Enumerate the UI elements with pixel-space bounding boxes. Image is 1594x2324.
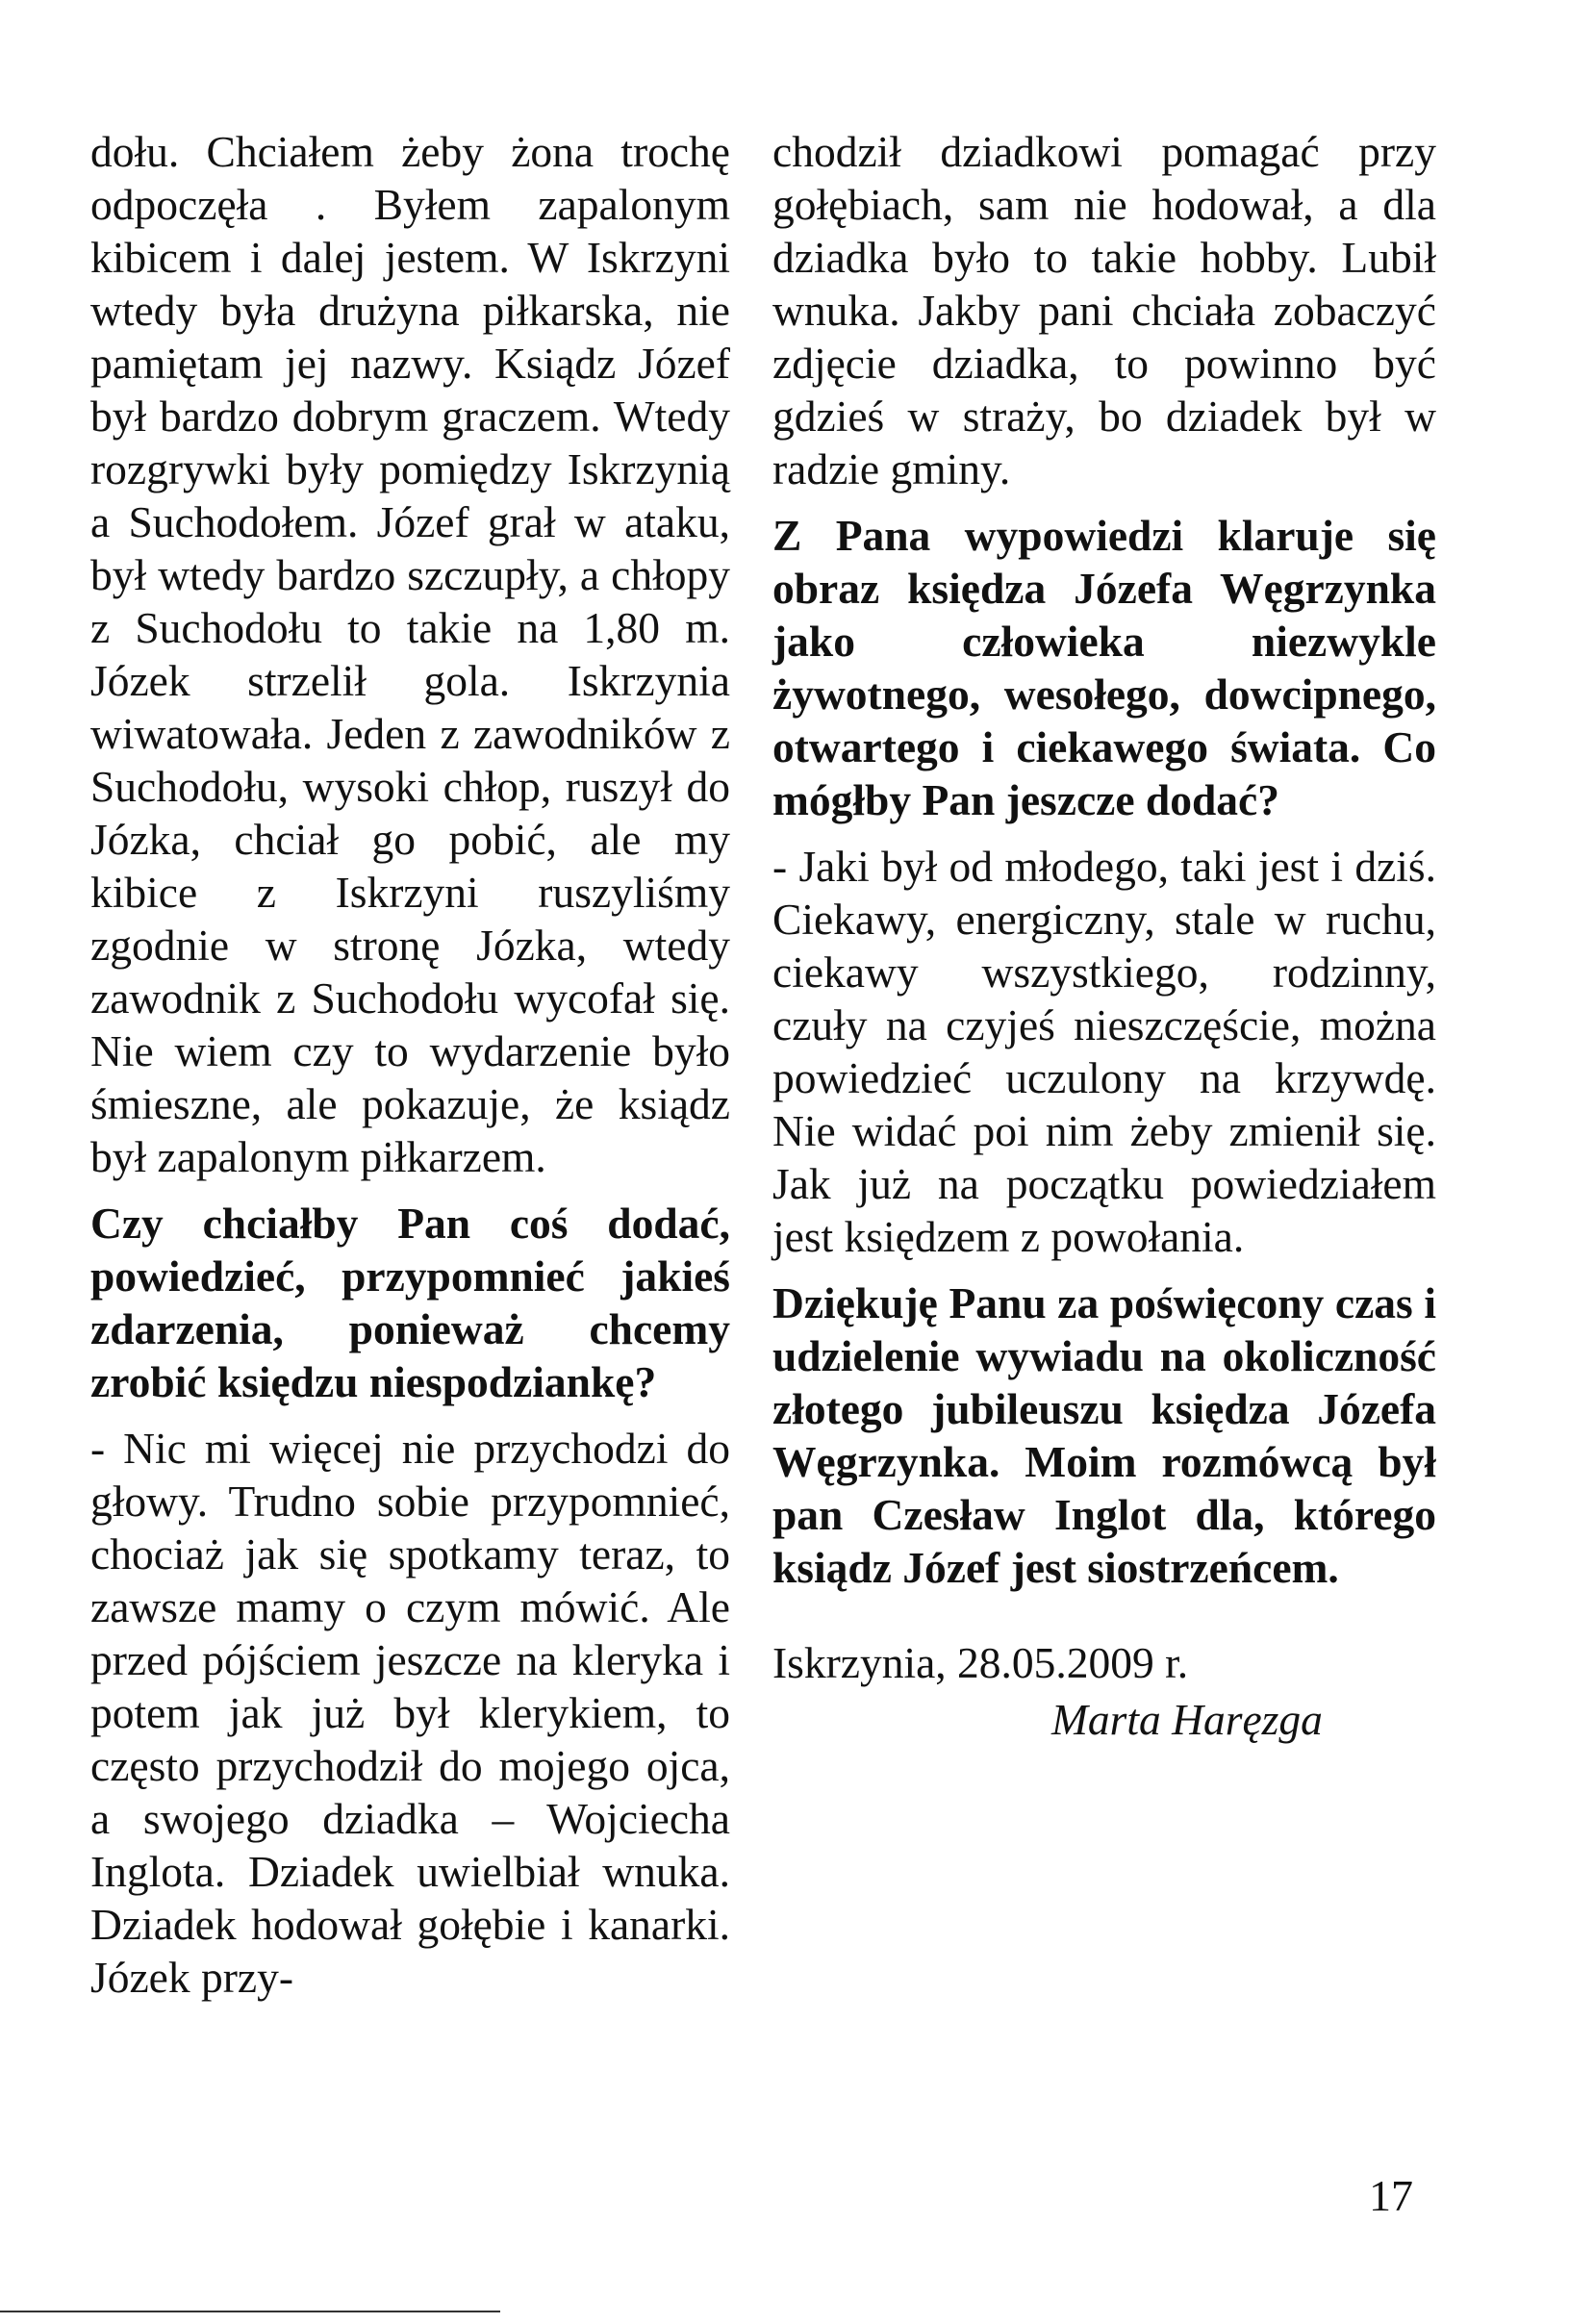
- signature-block: [772, 1636, 1436, 1746]
- bottom-scan-line: [0, 2311, 500, 2312]
- page-number: 17: [1369, 2171, 1413, 2220]
- paragraph-answer-character: - Jaki był od młodego, taki jest i dziś. Ciekawy, energiczny, stale w ruchu, ciekawy wszystkiego, rodzinny, czuły na czyjeś nieszczęście, można powiedzieć uczulony na krzywdę. Nie widać poi nim żeby zmienił się. Jak już na początku powiedziałem jest księdzem z powołania.: [772, 842, 1436, 1261]
- left-column: [90, 125, 730, 2017]
- interview-question-add-something: Czy chciałby Pan coś dodać, powiedzieć, przypomnieć jakieś zdarzenia, ponieważ chcemy zrobić księdzu niespodziankę?: [90, 1199, 730, 1406]
- paragraph-answer-grandfather: - Nic mi więcej nie przychodzi do głowy. Trudno sobie przypomnieć, chociaż jak się spotkamy teraz, to zawsze mamy o czym mówić. Ale przed pójściem jeszcze na kleryka i potem jak już był klerykiem, to często przychodził do mojego ojca, a swojego dziadka – Wojciecha Inglota. Dziadek uwielbiał wnuka. Dziadek hodował gołębie i kanarki. Józek przy-: [90, 1424, 730, 2002]
- paragraph-answer-football: dołu. Chciałem żeby żona trochę odpoczęła . Byłem zapalonym kibicem i dalej jestem. W Iskrzyni wtedy była drużyna piłkarska, nie pamiętam jej nazwy. Ksiądz Józef był bardzo dobrym graczem. Wtedy rozgrywki były pomiędzy Iskrzynią a Suchodołem. Józef grał w ataku, był wtedy bardzo szczupły, a chłopy z Suchodołu to takie na 1,80 m. Józek strzelił gola. Iskrzynia wiwatowała. Jeden z zawodników z Suchodołu, wysoki chłop, ruszył do Józka, chciał go pobić, ale my kibice z Iskrzyni ruszyliśmy zgodnie w stronę Józka, wtedy zawodnik z Suchodołu wycofał się. Nie wiem czy to wydarzenie było śmieszne, ale pokazuje, że ksiądz był zapalonym piłkarzem.: [90, 127, 730, 1181]
- place-and-date: Iskrzynia, 28.05.2009 r.: [772, 1638, 1189, 1687]
- paragraph-answer-pigeons: chodził dziadkowi pomagać przy gołębiach, sam nie hodował, a dla dziadka było to takie hobby. Lubił wnuka. Jakby pani chciała zobaczyć zdjęcie dziadka, to powinno być gdzieś w straży, bo dziadek był w radzie gminy.: [772, 127, 1436, 493]
- interview-closing-thanks: Dziękuję Panu za poświęcony czas i udzielenie wywiadu na okoliczność złotego jubileuszu księdza Józefa Węgrzynka. Moim rozmówcą był pan Czesław Inglot dla, którego ksiądz Józef jest siostrzeńcem.: [772, 1278, 1436, 1592]
- interview-question-character: Z Pana wypowiedzi klaruje się obraz księdza Józefa Węgrzynka jako człowieka niezwykle żywotnego, wesołego, dowcipnego, otwartego i ciekawego świata. Co mógłby Pan jeszcze dodać?: [772, 511, 1436, 824]
- author-name: Marta Haręzga: [1051, 1695, 1323, 1744]
- right-column: [772, 125, 1436, 1746]
